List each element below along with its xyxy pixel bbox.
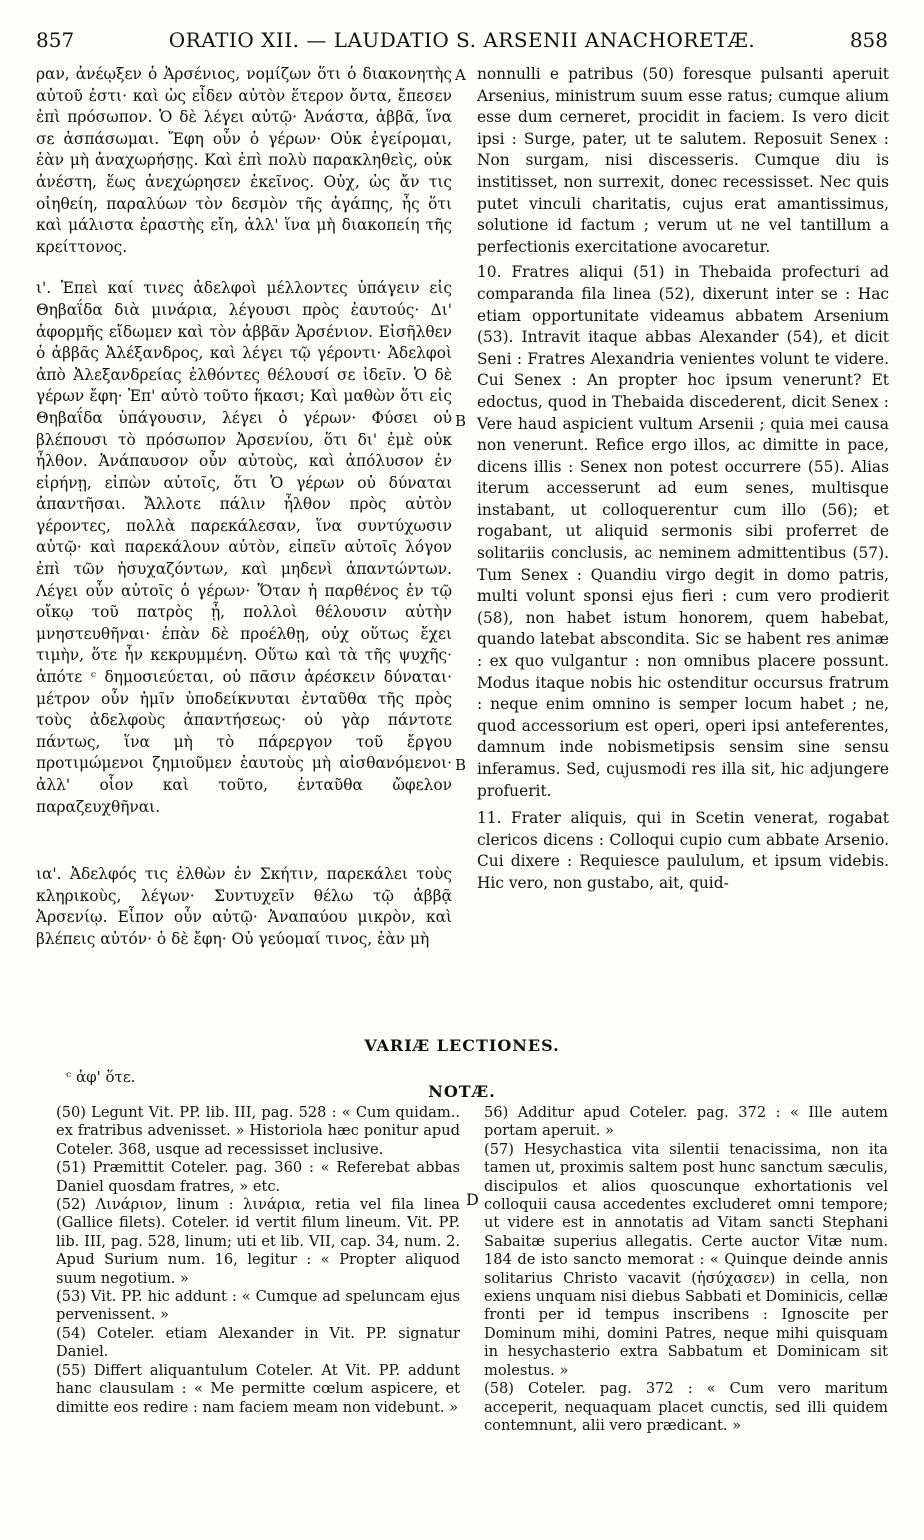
footnote: (55) Differt aliquantulum Coteler. At Vit. PP. addunt hanc clausulam : « Me permitte cœlum aspicere, et dimitte eos redire : nam faciem meam non videbunt. » <box>56 1361 460 1416</box>
page-number-right: 858 <box>849 28 888 52</box>
latin-paragraph: nonnulli e patribus (50) foresque pulsanti aperuit Arsenius, ministrum suum esse ratus; cumque alium esse dum cerneret, procidit in faciem. Is vero dicit ipsi : Surge, pater, ut te salutem. Reposuit Senex : Non surgam, nisi discesseris. Cumque diu is institisset, non surrexit, donec recessisset. Nec quis putet vinculi charitatis, cujus erat amantissimus, solutione id factum ; verum ut ne vel tantillum a perfectionis exercitatione avocaretur. <box>477 65 889 256</box>
notae-title: NOTÆ. <box>428 1082 496 1101</box>
page-header <box>36 28 888 58</box>
margin-letter-a: A <box>455 66 466 84</box>
greek-paragraph: ι'. Ἐπεὶ καί τινες ἀδελφοὶ μέλλοντες ὑπάγειν εἰς Θηβαΐδα διὰ μινάρια, λέγουσι πρὸς ἑαυτούς· Δι' ἀφορμῆς εἴδωμεν καὶ τὸν ἀββᾶν Ἀρσένιον. Εἰσῆλθεν ὁ ἀββᾶς Ἀλέξανδρος, καὶ λέγει τῷ γέροντι· Ἀδελφοὶ ἀπὸ Ἀλεξανδρείας ἐλθόντες θέλουσί σε ἰδεῖν. Ὁ δὲ γέρων ἔφη· Ἐπ' αὐτὸ τοῦτο ἥκασι; Καὶ μαθὼν ὅτι εἰς Θηβαΐδα ὑπάγουσιν, λέγει ὁ γέρων· Φύσει οὐ βλέπουσι τὸ πρόσωπον Ἀρσενίου, ὅτι δι' ἐμὲ οὐκ ἦλθον. Ἀνάπαυσον οὖν αὐτοὺς, καὶ ἀπόλυσον ἐν εἰρήνῃ, εἰπὼν αὐτοῖς, ὅτι Ὁ γέρων οὐ δύναται ἀπαντῆσαι. Ἄλλοτε πάλιν ἦλθον πρὸς αὐτὸν γέροντες, πολλὰ παρεκάλεσαν, ἵνα συντύχωσιν αὐτῷ· καὶ παρεκάλουν αὐτὸν, εἰπεῖν αὐτοῖς λόγον ἐπὶ τῶν ἡσυχαζόντων, καὶ μηδενὶ ἀπαντώντων. Λέγει οὖν αὐτοῖς ὁ γέρων· Ὅταν ἡ παρθένος ἐν τῷ οἴκῳ τοῦ πατρὸς ᾖ, πολλοὶ θέλουσιν αὐτὴν μνηστευθῆναι· ἐπὰν δὲ προέλθῃ, οὐχ οὕτως ἔχει τιμὴν, ὅτε ἦν κεκρυμμένη. Οὕτω καὶ τὰ τῆς ψυχῆς· ἀπότε ᶜ δημοσιεύεται, οὐ πᾶσιν ἀρέσκειν δύναται· μέτρον οὖν ἡμῖν ὑποδείκνυται ἐνταῦθα τῆς πρὸς τοὺς ἀδελφοὺς ἀπαντήσεως· οὐ γὰρ πάντοτε πάντως, ἵνα μὴ τὸ πάρεργον τοῦ ἔργου προτιμώμενοι ζημιοῦμεν ἑαυτοὺς μὴ αἰσθανόμενοι· ἀλλ' οἷον καὶ τοῦτο, ἐνταῦθα ὤφελον παραζευχθῆναι. <box>36 279 452 816</box>
footnote: (52) Λινάριον, linum : λινάρια, retia vel fila linea (Gallice filets). Coteler. id vertit filum lineum. Vit. PP. lib. III, pag. 528, linum; uti et lib. VII, cap. 34, num. 2. Apud Surium num. 16, legitur : « Propter aliquod suum negotium. » <box>56 1196 460 1287</box>
margin-letter-b: B <box>455 412 467 430</box>
footnote: (50) Legunt Vit. PP. lib. III, pag. 528 : « Cum quidam.. ex fratribus advenisset. » Historiola hæc ponitur apud Coteler. 368, usque ad recessisset inclusive. <box>56 1104 460 1158</box>
variant-reading: ᶜ ἀφ' ὅτε. <box>66 1068 136 1086</box>
running-title: ORATIO XII. — LAUDATIO S. ARSENII ANACHORETÆ. <box>168 28 756 52</box>
footnote: (57) Hesychastica vita silentii tenacissima, non ita tamen ut, proximis saltem post hunc sanctum sæculis, discipulos et alios quoscunque exhortationis vel colloquii causa accedentes excluderet omni tempore; ut videre est in annotatis ad Vitam sancti Stephani Sabaitæ superius allegatis. Certe auctor Vitæ num. 184 de isto sancto memorat : « Quinque deinde annis solitarius Christo vacavit (ἡσύχασεν) in cella, non exiens unquam nisi diebus Sabbati et Dominicis, cellæ fronti per id tempus inscribens : Ignoscite per Dominum mihi, domini Patres, neque mihi quisquam in hesychasterio extra Sabbatum et Dominicam sit molestus. » <box>484 1140 888 1379</box>
page-number-left: 857 <box>36 28 75 52</box>
margin-letter-d: D <box>466 1190 479 1209</box>
margin-letter-b2: B <box>455 756 467 774</box>
footnote: 56) Additur apud Coteler. pag. 372 : « Ille autem portam aperuit. » <box>484 1104 888 1140</box>
latin-paragraph: 11. Frater aliquis, qui in Scetin venerat, rogabat clericos dicens : Colloqui cupio cum abbate Arsenio. Cui dixere : Requiesce paululum, et ipsum videbis. Hic vero, non gustabo, ait, quid- <box>477 809 889 892</box>
greek-paragraph: ραν, ἀνέῳξεν ὁ Ἀρσένιος, νομίζων ὅτι ὁ διακονητὴς αὐτοῦ ἐστι· καὶ ὡς εἶδεν αὐτὸν ἕτερον ὄντα, ἔπεσεν ἐπὶ πρόσωπον. Ὁ δὲ λέγει αὐτῷ· Ἀνάστα, ἀββᾶ, ἵνα σε ἀσπάσωμαι. Ἔφη οὖν ὁ γέρων· Οὐκ ἐγείρομαι, ἐὰν μὴ ἀναχωρήσῃς. Καὶ ἐπὶ πολὺ παρακληθεὶς, οὐκ ἀνέστη, ἕως ἀνεχώρησεν ἐκεῖνος. Οὐχ, ὡς ἄν τις οἰηθείη, παραλύων τὸν δεσμὸν τῆς ἀγάπης, ἧς ὅτι καὶ μάλιστα ἐραστὴς εἴη, ἀλλ' ἵνα μὴ διακοπείη τῆς κρείττονος. <box>36 65 452 256</box>
variae-lectiones-title: VARIÆ LECTIONES. <box>364 1036 560 1055</box>
greek-paragraph: ια'. Ἀδελφός τις ἐλθὼν ἐν Σκήτιν, παρεκάλει τοὺς κληρικοὺς, λέγων· Συντυχεῖν θέλω τῷ ἀββᾷ Ἀρσενίῳ. Εἶπον οὖν αὐτῷ· Ἀναπαύου μικρὸν, καὶ βλέπεις αὐτόν· ὁ δὲ ἔφη· Οὐ γεύομαί τινος, ἐὰν μὴ <box>36 865 452 948</box>
footnote: (53) Vit. PP. hic addunt : « Cumque ad speluncam ejus pervenissent. » <box>56 1288 460 1324</box>
latin-column <box>477 64 889 895</box>
latin-paragraph: 10. Fratres aliqui (51) in Thebaida profecturi ad comparanda fila linea (52), dixerunt inter se : Hac etiam opportunitate videamus abbatem Arsenium (53). Intravit itaque abbas Alexander (54), et dicit Seni : Fratres Alexandria venientes volunt te videre. Cui Senex : An propter hoc ipsum venerunt? Et edoctus, quod in Thebaida discederent, dicit Senex : Vere haud aspicient vultum Arsenii ; quia mei causa non venerunt. Refice ergo illos, ac dimitte in pace, dicens illis : Senex non potest occurrere (55). Alias iterum accesserunt ad eum senes, multisque instabant, ut colloquerentur cum illo (56); et rogabant, ut aliquid sermonis sibi proferret de solitariis conclusis, ac neminem admittentibus (57). Tum Senex : Quandiu virgo degit in domo patris, multi volunt sponsi ejus fieri : cum vero prodierit (58), non habet istum honorem, quem habebat, quando latebat abscondita. Sic se habent res animæ : ex quo vulgantur : non omnibus placere possunt. Modus itaque nobis hic ostenditur occursus fratrum : neque enim omnino is semper locum habet ; ne, quod accessorium est operi, operi ipsi anteferentes, damnum inde nobismetipsis sensim sine sensu inferamus. Sed, cujusmodi res illa sit, hic adjungere profuerit. <box>477 263 889 800</box>
footnote: (58) Coteler. pag. 372 : « Cum vero maritum acceperit, nequaquam placet cunctis, sed illi quidem contemnunt, alii vero prædicant. » <box>484 1380 888 1434</box>
footnote: (54) Coteler. etiam Alexander in Vit. PP. signatur Daniel. <box>56 1324 460 1361</box>
notes-right-column <box>484 1104 888 1435</box>
footnote: (51) Præmittit Coteler. pag. 360 : « Referebat abbas Daniel quosdam fratres, » etc. <box>56 1159 460 1195</box>
notes-left-column <box>56 1104 460 1417</box>
greek-column <box>36 64 452 951</box>
